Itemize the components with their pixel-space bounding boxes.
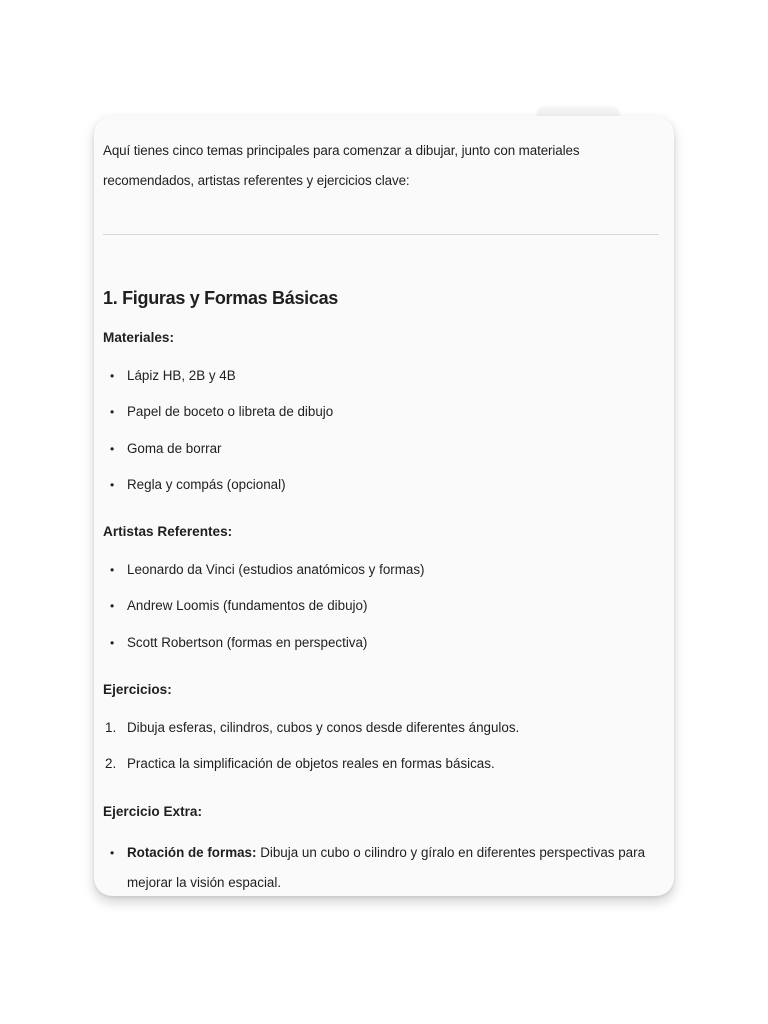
extra-exercise-title: Rotación de formas: [127, 845, 257, 860]
materials-list [103, 366, 663, 512]
list-item: • Goma de borrar [103, 439, 663, 459]
section-heading: 1. Figuras y Formas Básicas [103, 288, 339, 308]
bullet-icon: • [110, 563, 115, 577]
extra-exercise-item [103, 838, 663, 896]
divider [103, 234, 659, 235]
list-item: • Lápiz HB, 2B y 4B [103, 366, 663, 386]
bullet-icon: • [110, 441, 115, 456]
intro-block [103, 136, 659, 196]
bullet-icon: • [110, 846, 115, 860]
list-item: • Scott Robertson (formas en perspectiva) [103, 633, 663, 653]
list-item: 2. Practica la simplificación de objetos reales en formas básicas. [105, 756, 495, 772]
intro-text: Aquí tienes cinco temas principales para comenzar a dibujar, junto con materiales recomendados, artistas referentes y ejercicios clave: [103, 143, 580, 188]
bullet-icon: • [110, 405, 115, 420]
artists-list [103, 560, 663, 669]
artists-label: Artistas Referentes: [103, 524, 233, 539]
bullet-icon: • [110, 478, 115, 493]
bullet-icon: • [110, 599, 115, 614]
bullet-icon: • [110, 635, 115, 650]
extra-exercise-text: Dibuja un cubo o cilindro y gíralo en diferentes perspectivas para mejorar la visión espacial. [127, 845, 646, 890]
message-card [94, 116, 674, 896]
list-item: 1. Dibuja esferas, cilindros, cubos y conos desde diferentes ángulos. [105, 720, 520, 735]
bullet-icon: • [110, 369, 115, 383]
list-item: • Andrew Loomis (fundamentos de dibujo) [103, 596, 663, 616]
list-item: • Regla y compás (opcional) [103, 475, 663, 495]
list-item: • Papel de boceto o libreta de dibujo [103, 402, 663, 422]
exercises-list [103, 718, 663, 791]
extra-label: Ejercicio Extra: [103, 804, 202, 819]
materials-label: Materiales: [103, 330, 175, 345]
exercises-label: Ejercicios: [103, 682, 172, 697]
list-item: • Leonardo da Vinci (estudios anatómicos y formas) [103, 560, 663, 580]
